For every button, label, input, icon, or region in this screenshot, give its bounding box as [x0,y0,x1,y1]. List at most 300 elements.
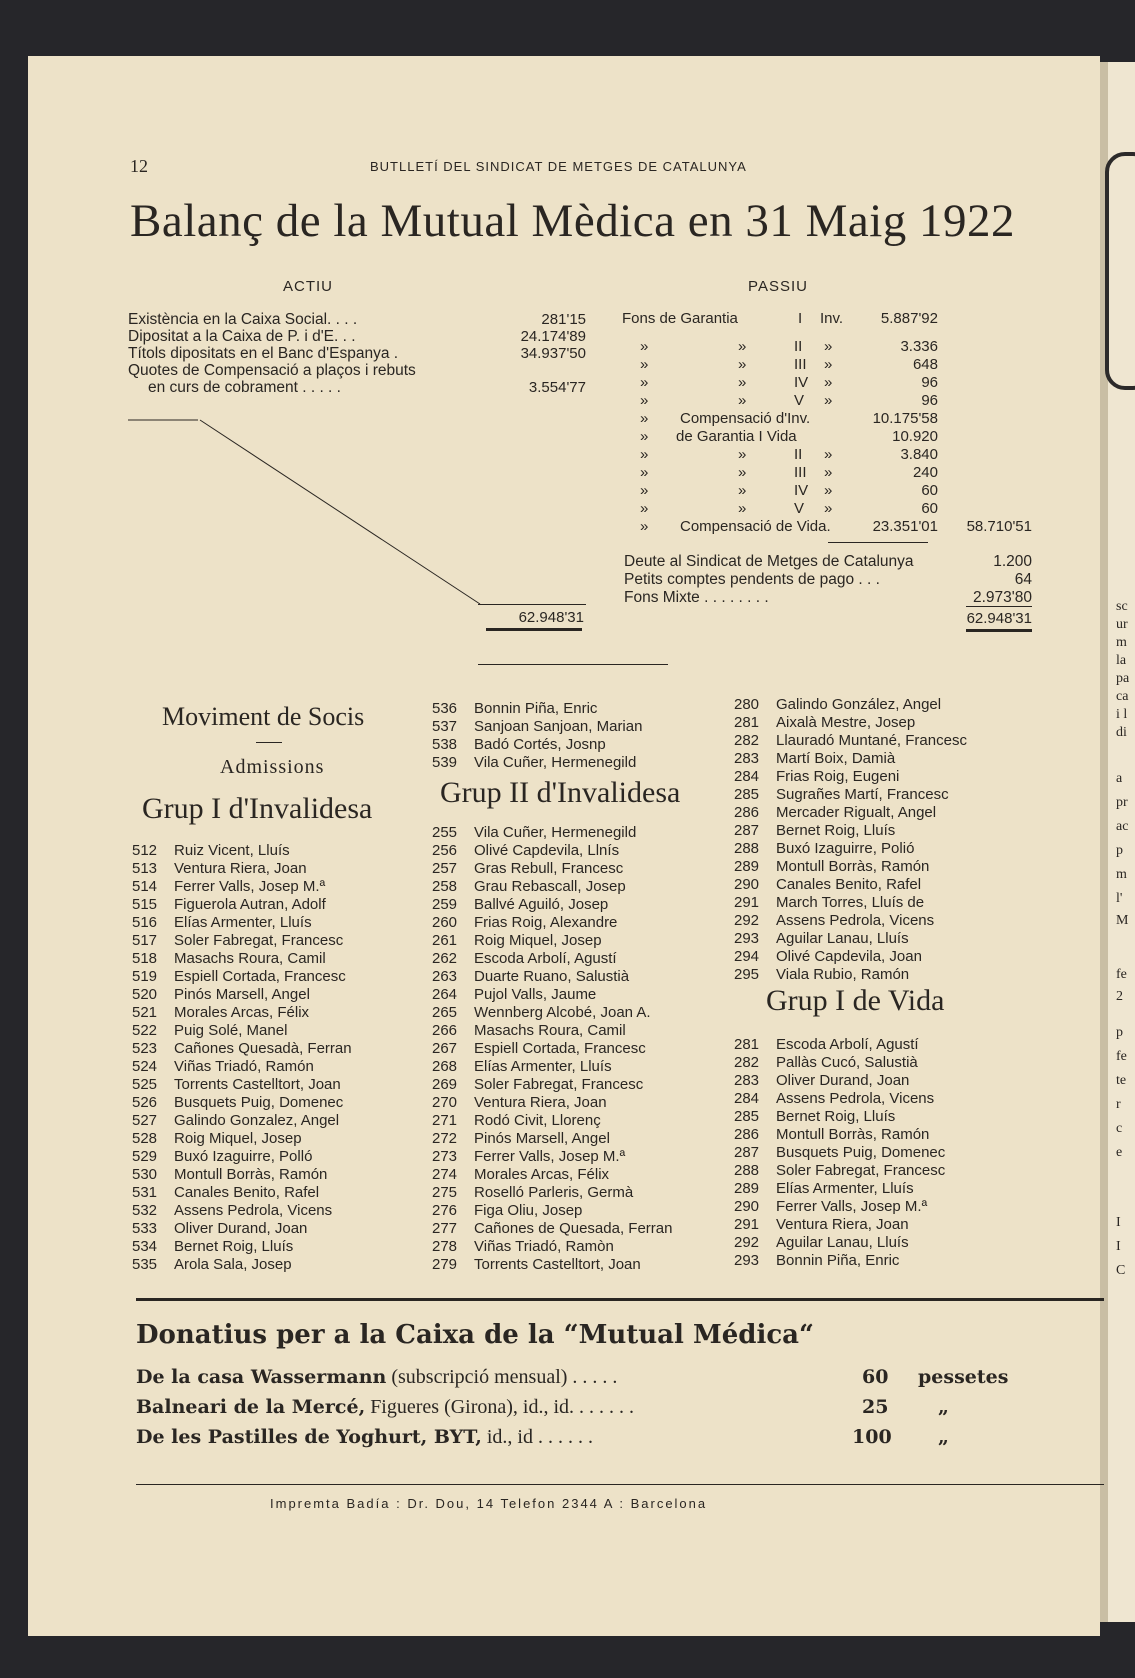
member-number: 530 [132,1166,158,1183]
running-head: BUTLLETÍ DEL SINDICAT DE METGES DE CATALUNYA [370,159,747,174]
list-item [132,1184,352,1202]
passiu-ditto: » [738,356,747,373]
member-number: 285 [734,1108,760,1125]
member-number: 529 [132,1148,158,1165]
donor-name: Balneari de la Mercé, [136,1396,366,1418]
member-name: Ventura Riera, Joan [776,1216,909,1233]
member-number: 521 [132,1004,158,1021]
actiu-label: Existència en la Caixa Social. . . . [128,311,358,328]
margin-fragment: p [1116,843,1123,858]
member-number: 293 [734,1252,760,1269]
member-name: Pallàs Cucó, Salustià [776,1054,918,1071]
member-name: Montull Borràs, Ramón [776,858,930,875]
list-item [734,1126,945,1144]
list-item [432,824,672,842]
list-item [734,1198,945,1216]
donor-name: De les Pastilles de Yoghurt, BYT, [136,1426,482,1448]
actiu-heading: ACTIU [283,278,333,295]
member-name: Arola Sala, Josep [174,1256,292,1273]
passiu-other-label: Petits comptes pendents de pago . . . [624,571,880,588]
passiu-ditto: » [640,464,649,481]
passiu-ditto: » [824,446,833,463]
member-name: Aixalà Mestre, Josep [776,714,916,731]
list-item [432,1058,672,1076]
passiu-other-label: Fons Mixte . . . . . . . . [624,589,769,606]
list-item [734,966,967,984]
list-item [734,858,967,876]
margin-fragment: fe [1116,1049,1127,1064]
moviment-title: Moviment de Socis [162,702,365,731]
passiu-group: II [794,338,803,355]
member-number: 288 [734,840,760,857]
member-number: 275 [432,1184,458,1201]
list-item [132,1148,352,1166]
member-number: 516 [132,914,158,931]
donation-row [136,1396,949,1419]
passiu-group: III [794,464,807,481]
list-item [132,860,352,878]
member-number: 522 [132,1022,158,1039]
margin-fragment: M [1116,913,1129,928]
member-name: Assens Pedrola, Vicens [174,1202,333,1219]
passiu-ditto: » [738,374,747,391]
member-name: Vila Cuñer, Hermenegild [474,824,637,841]
member-name: Ruiz Vicent, Lluís [174,842,290,859]
member-number: 261 [432,932,458,949]
passiu-group: V [794,392,805,409]
passiu-value: 96 [921,392,938,409]
passiu-label: Compensació d'Inv. [680,410,811,427]
passiu-ditto: » [640,500,649,517]
member-name: Figa Oliu, Josep [474,1202,583,1219]
margin-fragment: p [1116,1025,1123,1040]
margin-fragment: sc [1116,599,1128,614]
list-item [734,1144,945,1162]
list-item [432,736,642,754]
page-title: Balanç de la Mutual Mèdica en 31 Maig 1922 [130,195,1016,247]
member-name: Llauradó Muntané, Francesc [776,732,967,749]
passiu-group: IV [794,482,809,499]
passiu-ditto: » [640,446,649,463]
list-item [734,876,967,894]
donation-row [136,1426,949,1449]
actiu-total: 62.948'31 [518,609,584,626]
actiu-label: Títols dipositats en el Banc d'Espanya . [128,345,399,362]
grup1-invalidesa-list [132,842,352,1274]
list-item [734,822,967,840]
member-name: Elías Armenter, Lluís [174,914,312,931]
list-item [432,932,672,950]
member-number: 283 [734,1072,760,1089]
member-number: 265 [432,1004,458,1021]
donatius-title: Donatius per a la Caixa de la “Mutual Médica“ [136,1320,814,1350]
member-number: 288 [734,1162,760,1179]
member-number: 255 [432,824,458,841]
margin-fragment: di [1116,725,1127,740]
margin-fragment: i l [1116,707,1128,722]
member-name: Soler Fabregat, Francesc [776,1162,946,1179]
member-name: Olivé Capdevila, Llnís [474,842,620,859]
list-item [432,1112,672,1130]
list-item [432,1094,672,1112]
member-number: 273 [432,1148,458,1165]
member-number: 285 [734,786,760,803]
passiu-ditto: » [824,356,833,373]
member-number: 274 [432,1166,458,1183]
passiu-group: II [794,446,803,463]
passiu-label: Compensació de Vida. [680,518,831,535]
member-name: Roig Miquel, Josep [174,1130,302,1147]
member-number: 527 [132,1112,158,1129]
list-item [734,732,967,750]
list-item [734,786,967,804]
passiu-ditto: » [640,392,649,409]
member-name: Ferrer Valls, Josep M.ª [776,1198,928,1215]
passiu-other-value: 1.200 [993,553,1032,570]
margin-fragment: I [1116,1239,1121,1254]
margin-fragment: C [1116,1263,1126,1278]
member-name: Aguilar Lanau, Lluís [776,1234,909,1251]
member-name: Bonnin Piña, Enric [776,1252,900,1269]
margin-fragment: ac [1116,819,1129,834]
passiu-total-rule [966,606,1032,607]
member-number: 277 [432,1220,458,1237]
passiu-label: de Garantia I Vida [676,428,797,445]
passiu-ditto: » [824,392,833,409]
member-number: 286 [734,1126,760,1143]
member-number: 293 [734,930,760,947]
member-name: March Torres, Lluís de [776,894,925,911]
member-number: 533 [132,1220,158,1237]
donation-detail: Figueres (Girona), id., id. . . . . . . [365,1396,635,1418]
member-number: 260 [432,914,458,931]
member-name: Buxó Izaguirre, Polló [174,1148,313,1165]
margin-fragment: e [1116,1145,1123,1160]
member-name: Espiell Cortada, Francesc [474,1040,646,1057]
member-number: 512 [132,842,158,859]
passiu-subtotal-rule [828,542,928,543]
member-number: 525 [132,1076,158,1093]
list-item [734,804,967,822]
passiu-ditto: » [738,338,747,355]
passiu-kind: Inv. [820,310,844,327]
member-name: Sanjoan Sanjoan, Marian [474,718,643,735]
member-number: 294 [734,948,760,965]
member-name: Duarte Ruano, Salustià [474,968,630,985]
member-number: 258 [432,878,458,895]
member-name: Assens Pedrola, Vicens [776,1090,935,1107]
member-name: Olivé Capdevila, Joan [776,948,922,965]
member-name: Bernet Roig, Lluís [776,1108,896,1125]
member-name: Grau Rebascall, Josep [474,878,626,895]
list-item [132,842,352,860]
passiu-ditto: » [640,356,649,373]
list-item [432,1238,672,1256]
list-item [734,1072,945,1090]
member-number: 295 [734,966,760,983]
passiu-ditto: » [738,482,747,499]
passiu-other-value: 64 [1014,571,1032,588]
donation-unit: pessetes [918,1366,1009,1388]
donation-row [136,1366,1009,1389]
list-item [734,840,967,858]
member-name: Sugrañes Martí, Francesc [776,786,949,803]
member-number: 284 [734,768,760,785]
passiu-group: V [794,500,805,517]
member-name: Espiell Cortada, Francesc [174,968,346,985]
margin-fragment: l' [1116,891,1123,906]
list-item [734,1036,945,1054]
grup1-invalidesa-continued [432,700,642,772]
actiu-label: Quotes de Compensació a plaços i rebuts [128,362,416,379]
passiu-label: Fons de Garantia [622,310,738,327]
member-name: Pujol Valls, Jaume [474,986,597,1003]
margin-fragment: ca [1116,689,1129,704]
member-number: 280 [734,696,760,713]
member-name: Puig Solé, Manel [174,1022,288,1039]
list-item [132,1022,352,1040]
grup1-vida-title: Grup I de Vida [766,984,945,1017]
member-name: Rodó Civit, Llorenç [474,1112,601,1129]
member-name: Oliver Durand, Joan [776,1072,910,1089]
list-item [432,754,642,772]
member-number: 289 [734,858,760,875]
margin-fragment: a [1116,771,1123,786]
passiu-double-rule [966,629,1032,632]
member-name: Escoda Arbolí, Agustí [776,1036,919,1053]
passiu-value: 10.920 [892,428,938,445]
passiu-ditto: » [824,374,833,391]
member-name: Ferrer Valls, Josep M.ª [474,1148,626,1165]
passiu-ditto: » [738,446,747,463]
margin-fragment: m [1116,635,1127,650]
member-name: Ballvé Aguiló, Josep [474,896,609,913]
member-number: 267 [432,1040,458,1057]
margin-fragment: ur [1116,617,1128,632]
margin-fragment: pa [1116,671,1130,686]
printer-footer: Impremta Badía : Dr. Dou, 14 Telefon 2344 A : Barcelona [270,1496,708,1511]
member-number: 276 [432,1202,458,1219]
list-item [432,950,672,968]
member-number: 287 [734,1144,760,1161]
passiu-ditto: » [738,464,747,481]
member-number: 266 [432,1022,458,1039]
member-name: Montull Borràs, Ramón [174,1166,328,1183]
member-name: Torrents Castelltort, Joan [174,1076,341,1093]
member-name: Canales Benito, Rafel [174,1184,320,1201]
list-item [132,1058,352,1076]
actiu-label: en curs de cobrament . . . . . [148,379,341,396]
member-name: Martí Boix, Damià [776,750,896,767]
member-name: Wennberg Alcobé, Joan A. [474,1004,651,1021]
passiu-value: 96 [921,374,938,391]
member-name: Pinós Marsell, Angel [474,1130,610,1147]
actiu-diagonal-line [200,420,480,604]
donatius-top-rule [136,1298,1104,1301]
member-name: Escoda Arbolí, Agustí [474,950,617,967]
member-number: 282 [734,1054,760,1071]
member-name: Soler Fabregat, Francesc [474,1076,644,1093]
member-number: 536 [432,700,458,717]
donation-detail: id., id . . . . . . [481,1426,593,1448]
list-item [734,1090,945,1108]
member-number: 289 [734,1180,760,1197]
passiu-ditto: » [640,518,649,535]
member-number: 513 [132,860,158,877]
member-name: Frias Roig, Alexandre [474,914,618,931]
member-name: Masachs Roura, Camil [174,950,326,967]
member-number: 520 [132,986,158,1003]
list-item [734,1162,945,1180]
section-divider [478,664,668,665]
margin-fragment: fe [1116,967,1127,982]
grup2-invalidesa-continued [734,696,967,984]
list-item [132,1202,352,1220]
list-item [734,894,967,912]
list-item [734,1234,945,1252]
list-item [432,1184,672,1202]
member-number: 271 [432,1112,458,1129]
member-name: Vila Cuñer, Hermenegild [474,754,637,771]
member-name: Ferrer Valls, Josep M.ª [174,878,326,895]
list-item [432,914,672,932]
member-name: Mercader Rigualt, Angel [776,804,937,821]
passiu-other-label: Deute al Sindicat de Metges de Catalunya [624,553,914,570]
list-item [734,1054,945,1072]
member-name: Viñas Triadó, Ramòn [474,1238,614,1255]
passiu-ditto: » [738,392,747,409]
member-number: 518 [132,950,158,967]
actiu-value: 3.554'77 [528,379,586,396]
member-name: Badó Cortés, Josnp [474,736,606,753]
member-number: 538 [432,736,458,753]
passiu-value: 10.175'58 [872,410,938,427]
passiu-heading: PASSIU [748,278,808,295]
document-page [28,56,1100,1636]
list-item [432,1040,672,1058]
passiu-ditto: » [640,410,649,427]
member-number: 259 [432,896,458,913]
member-number: 286 [734,804,760,821]
passiu-ditto: » [640,338,649,355]
list-item [734,1252,945,1270]
admissions-subtitle: Admissions [220,756,325,778]
page-number: 12 [130,156,148,176]
passiu-group: IV [794,374,809,391]
member-name: Elías Armenter, Lluís [776,1180,914,1197]
list-item [132,914,352,932]
member-number: 269 [432,1076,458,1093]
member-name: Morales Arcas, Félix [174,1004,310,1021]
member-name: Galindo González, Angel [776,696,942,713]
list-item [432,1004,672,1022]
member-name: Oliver Durand, Joan [174,1220,308,1237]
member-number: 535 [132,1256,158,1273]
list-item [432,1148,672,1166]
list-item [734,714,967,732]
member-number: 514 [132,878,158,895]
member-name: Gras Rebull, Francesc [474,860,624,877]
list-item [734,696,967,714]
margin-fragment: la [1116,653,1127,668]
list-item [132,1112,352,1130]
list-item [734,930,967,948]
list-item [734,750,967,768]
member-name: Galindo Gonzalez, Angel [174,1112,340,1129]
passiu-value: 3.336 [900,338,938,355]
list-item [432,1166,672,1184]
list-item [432,1256,672,1274]
list-item [734,768,967,786]
passiu-ditto: » [738,500,747,517]
member-number: 264 [432,986,458,1003]
member-number: 290 [734,876,760,893]
member-name: Ventura Riera, Joan [474,1094,607,1111]
actiu-total-rule [478,604,586,605]
list-item [132,1076,352,1094]
margin-fragment: pr [1116,795,1128,810]
donation-amount: 25 [862,1396,889,1418]
member-number: 272 [432,1130,458,1147]
passiu-group: III [794,356,807,373]
member-number: 282 [734,732,760,749]
member-name: Canales Benito, Rafel [776,876,922,893]
member-name: Busquets Puig, Domenec [174,1094,344,1111]
list-item [734,1180,945,1198]
actiu-double-rule [486,628,582,631]
list-item [132,950,352,968]
member-number: 263 [432,968,458,985]
member-number: 531 [132,1184,158,1201]
actiu-value: 34.937'50 [520,345,586,362]
margin-fragment: I [1116,1215,1121,1230]
list-item [432,968,672,986]
member-number: 291 [734,1216,760,1233]
member-name: Roig Miquel, Josep [474,932,602,949]
passiu-value: 23.351'01 [872,518,938,535]
passiu-value: 648 [912,356,938,373]
member-name: Bernet Roig, Lluís [174,1238,294,1255]
list-item [734,948,967,966]
member-name: Viñas Triadó, Ramón [174,1058,314,1075]
member-number: 281 [734,714,760,731]
list-item [432,896,672,914]
list-item [734,1108,945,1126]
member-number: 284 [734,1090,760,1107]
list-item [432,878,672,896]
list-item [132,1130,352,1148]
passiu-other-value: 2.973'80 [973,589,1032,606]
member-name: Viala Rubio, Ramón [776,966,910,983]
list-item [734,912,967,930]
list-item [132,1238,352,1256]
member-name: Elías Armenter, Lluís [474,1058,612,1075]
list-item [432,1022,672,1040]
member-number: 270 [432,1094,458,1111]
passiu-total: 62.948'31 [966,610,1032,627]
member-number: 524 [132,1058,158,1075]
member-name: Bernet Roig, Lluís [776,822,896,839]
margin-fragment: m [1116,867,1127,882]
actiu-value: 281'15 [541,311,586,328]
list-item [132,968,352,986]
member-number: 256 [432,842,458,859]
grup2-invalidesa-list [432,824,672,1274]
passiu-subtotal: 58.710'51 [966,518,1032,535]
list-item [432,1220,672,1238]
member-number: 268 [432,1058,458,1075]
margin-fragment: te [1116,1073,1127,1088]
